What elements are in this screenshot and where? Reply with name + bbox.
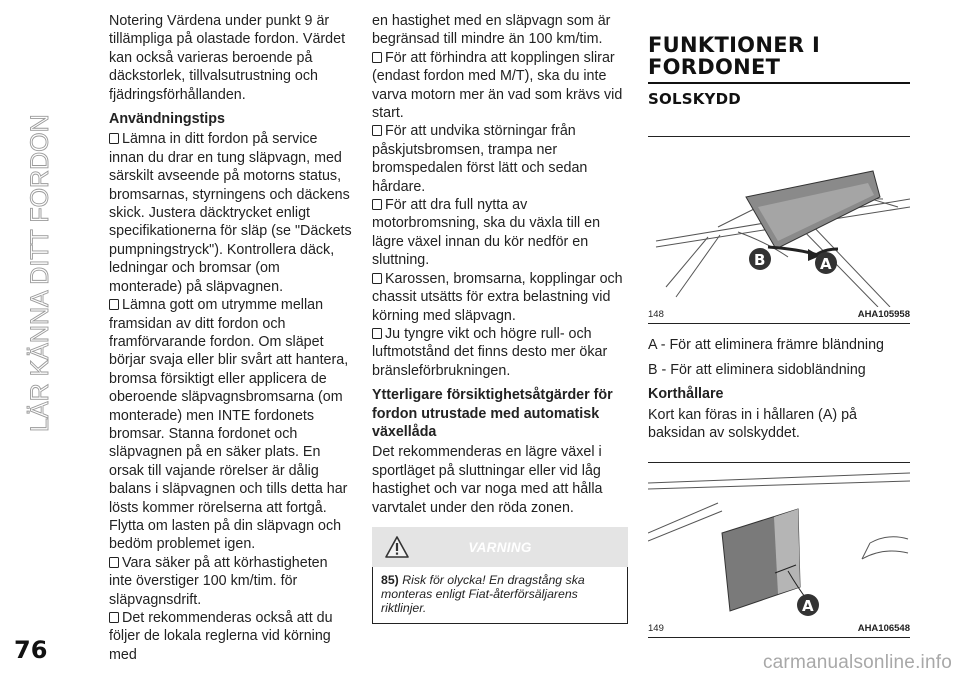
list-item: För att förhindra att kopplingen slirar (endast fordon med M/T), ska du inte varva motorn mer än vad som krävs vid start. [372, 49, 623, 122]
page-number: 76 [14, 636, 48, 664]
warning-header [372, 527, 628, 567]
figure-148-label-a: A [820, 255, 832, 274]
column-1 [109, 12, 354, 664]
bullet-icon [372, 273, 382, 284]
card-holder-illustration [648, 463, 910, 621]
warning-body [372, 567, 628, 624]
side-chapter-title-text: LÄR KÄNNA DITT FORDON [26, 114, 54, 432]
warning-text: Risk för olycka! En dragstång ska monteras enligt Fiat-återförsäljarens riktlinjer. [381, 572, 585, 615]
warning-label: VARNING [468, 539, 532, 555]
bullet-icon [372, 52, 382, 63]
figure-number: 149 [648, 623, 664, 635]
card-holder-text: Kort kan föras in i hållaren (A) på baksidan av solskyddet. [648, 406, 857, 442]
warning-box [372, 527, 628, 624]
subsection-title: SOLSKYDD [648, 90, 741, 108]
section-title-rule [648, 82, 910, 84]
bullet-icon [372, 328, 382, 339]
watermark: carmanualsonline.info [762, 652, 952, 673]
list-item: Karossen, bromsarna, kopplingar och chassit utsätts för extra belastning vid körning med släpvagn. [372, 270, 623, 324]
bullet-icon [372, 199, 382, 210]
list-item: Det rekommenderas också att du följer de lokala reglerna vid körning med [109, 610, 333, 663]
bullet-icon [109, 557, 119, 568]
side-chapter-title [8, 20, 68, 440]
column-2 [372, 12, 628, 624]
list-item: Ju tyngre vikt och högre rull- och luftmotstånd det finns desto mer ökar bränsleförbrukningen. [372, 325, 608, 379]
list-item: För att dra full nytta av motorbromsning, ska du växla till en lägre växel innan du kör nedför en sluttning. [372, 197, 601, 269]
intro-note: Notering Värdena under punkt 9 är tillämpliga på olastade fordon. Värdet kan också varieras beroende på däckstorlek, tillvalsutrustning och fjädringsförhållanden. [109, 13, 346, 103]
section-title: FUNKTIONER I FORDONET [648, 33, 821, 79]
legend-item-a: A - För att eliminera främre bländning [648, 337, 885, 354]
figure-148-label-b: B [754, 251, 766, 270]
legend-item-b: B - För att eliminera sidobländning [648, 361, 866, 378]
sun-visor-illustration [648, 137, 910, 307]
list-item: Vara säker på att körhastigheten inte överstiger 100 km/tim. för släpvagnsdrift. [109, 554, 328, 608]
figure-number: 148 [648, 309, 664, 321]
figure-code: AHA106548 [857, 623, 910, 635]
figure-149-label-a: A [802, 597, 814, 616]
list-item: För att undvika störningar från påskjutsbromsen, trampa ner bromspedalen först lätt och sedan hårdare. [372, 123, 588, 195]
list-item: Lämna in ditt fordon på service innan du drar en tung släpvagn, med särskilt avseende på motorns status, bromsarnas, styrningens och däckens skick. Justera däcktrycket enligt specifikationerna för släp (se "Däckets pumpningstryck"). Kontrollera däck, ledningar och bromsar (om monterade) på släpvagnen. [109, 131, 352, 295]
list-item: Lämna gott om utrymme mellan framsidan av ditt fordon och framförvarande fordon. Om släpet börjar svaja eller blir svårt att hantera, bromsa försiktigt eller applicera de oberoende släpvagnsbromsarna (om monterade) men INTE fordonets bromsar. Stanna fordonet och släpvagnen på en säker plats. En orsak till vajande rörelser är dålig balans i släpvagnen och tills detta har lösts kommer rörelserna att fortgå. Flytta om lasten på din släpvagn och bedöm problemet igen. [109, 297, 349, 553]
automatic-transmission-text: Det rekommenderas en lägre växel i sportläget på sluttningar eller vid låg hastighet och var noga med att hålla varvtalet under den röda zonen. [372, 444, 603, 516]
automatic-transmission-heading: Ytterligare försiktighetsåtgärder för fordon utrustade med automatisk växellåda [372, 387, 613, 440]
figure-148 [648, 136, 910, 324]
continuation-text: en hastighet med en släpvagn som är begränsad till mindre än 100 km/tim. [372, 13, 611, 48]
bullet-icon [109, 612, 119, 623]
card-holder-heading: Korthållare [648, 386, 724, 403]
figure-149-caption [648, 621, 910, 638]
usage-tips-heading: Användningstips [109, 111, 225, 128]
bullet-icon [109, 299, 119, 310]
bullet-icon [109, 133, 119, 144]
column-3 [648, 12, 910, 638]
figure-code: AHA105958 [857, 309, 910, 321]
figure-148-caption [648, 307, 910, 324]
figure-149 [648, 462, 910, 638]
warning-ref: 85) [381, 572, 399, 587]
bullet-icon [372, 125, 382, 136]
